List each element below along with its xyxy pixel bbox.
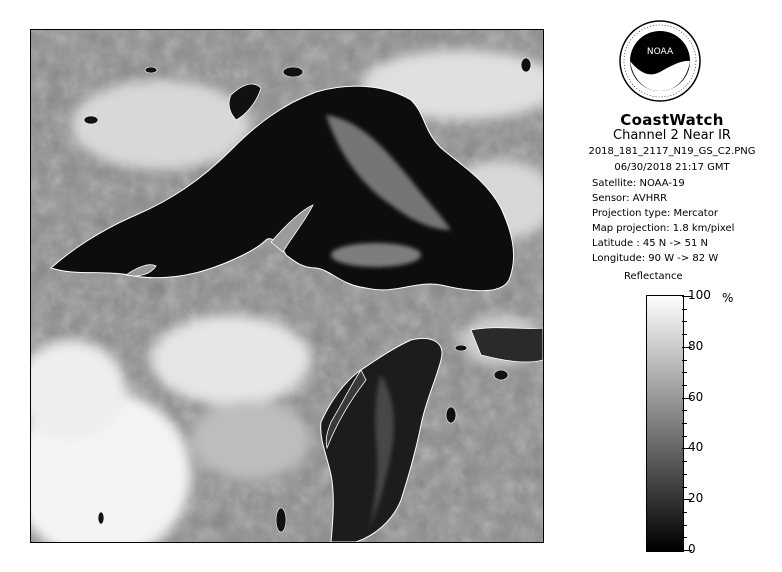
- datetime-label: 06/30/2018 21:17 GMT: [614, 162, 730, 173]
- longitude-label: Longitude: 90 W -> 82 W: [592, 253, 719, 264]
- colorbar-minor-tick: [682, 360, 687, 361]
- sensor-label: Sensor: AVHRR: [592, 193, 668, 204]
- colorbar-minor-tick: [682, 423, 687, 424]
- noaa-logo-icon: [619, 20, 701, 102]
- satellite-image: [30, 29, 544, 543]
- colorbar-tick-label: 100: [688, 288, 711, 302]
- colorbar-tick-label: 20: [688, 491, 704, 505]
- colorbar-minor-tick: [682, 436, 687, 437]
- colorbar-title: Reflectance: [624, 271, 683, 282]
- latitude-label: Latitude : 45 N -> 51 N: [592, 238, 708, 249]
- colorbar: [646, 295, 684, 552]
- colorbar-minor-tick: [682, 321, 687, 322]
- colorbar-minor-tick: [682, 474, 687, 475]
- colorbar-minor-tick: [682, 537, 687, 538]
- satellite-label: Satellite: NOAA-19: [592, 178, 685, 189]
- colorbar-minor-tick: [682, 309, 687, 310]
- colorbar-minor-tick: [682, 410, 687, 411]
- projection-type-label: Projection type: Mercator: [592, 208, 718, 219]
- colorbar-minor-tick: [682, 372, 687, 373]
- colorbar-unit: %: [722, 291, 734, 305]
- colorbar-tick-label: 80: [688, 339, 704, 353]
- colorbar-tick-label: 60: [688, 390, 704, 404]
- product-title: CoastWatch: [620, 111, 724, 129]
- map-projection-label: Map projection: 1.8 km/pixel: [592, 223, 735, 234]
- colorbar-minor-tick: [682, 461, 687, 462]
- colorbar-minor-tick: [682, 334, 687, 335]
- satellite-image-svg: [31, 30, 543, 542]
- colorbar-minor-tick: [682, 525, 687, 526]
- colorbar-minor-tick: [682, 512, 687, 513]
- colorbar-minor-tick: [682, 385, 687, 386]
- noaa-logo-text: NOAA: [646, 47, 674, 57]
- filename-label: 2018_181_2117_N19_GS_C2.PNG: [588, 146, 756, 157]
- colorbar-minor-tick: [682, 487, 687, 488]
- colorbar-tick-label: 0: [688, 542, 696, 556]
- channel-label: Channel 2 Near IR: [613, 128, 731, 143]
- colorbar-tick-label: 40: [688, 440, 704, 454]
